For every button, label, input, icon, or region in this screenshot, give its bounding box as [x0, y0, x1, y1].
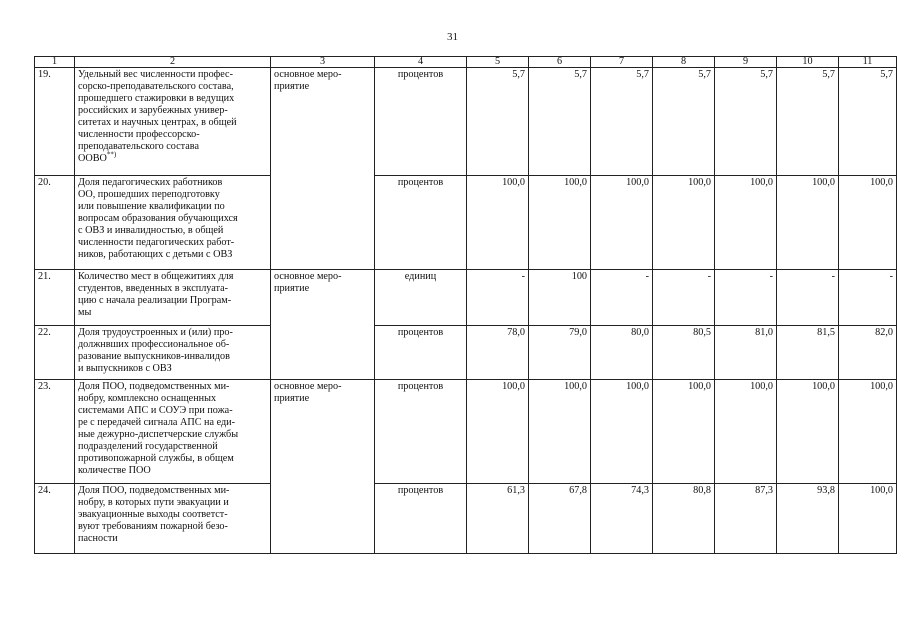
- indicator-name-line: противопожарной службы, в общем: [78, 453, 234, 464]
- value-cell: 5,7: [653, 68, 715, 176]
- column-header: 5: [467, 57, 529, 68]
- value-cell: -: [467, 270, 529, 326]
- table-row: [35, 68, 897, 176]
- row-number: 23.: [35, 380, 75, 484]
- value-cell: 100,0: [839, 484, 897, 554]
- row-number: 20.: [35, 176, 75, 270]
- page-number: 31: [447, 31, 458, 43]
- indicator-name-line: нобру, комплексно оснащенных: [78, 393, 217, 404]
- indicator-name-line: ные дежурно-диспетчерские службы: [78, 429, 239, 440]
- indicators-table: [34, 56, 897, 554]
- measure-type-line: основное меро-: [274, 381, 342, 392]
- value-cell: 82,0: [839, 326, 897, 380]
- indicator-name-line: российских и зарубежных универ-: [78, 105, 228, 116]
- value-cell: 80,0: [591, 326, 653, 380]
- value-cell: 100,0: [653, 380, 715, 484]
- indicator-name-line: вопросам образования обучающихся: [78, 213, 238, 224]
- value-cell: 100,0: [715, 380, 777, 484]
- indicator-name-line: Количество мест в общежитиях для: [78, 271, 234, 282]
- indicator-name: [75, 270, 271, 326]
- column-header: 8: [653, 57, 715, 68]
- indicator-name-line: прошедшего стажировки в ведущих: [78, 93, 235, 104]
- indicator-name: [75, 326, 271, 380]
- indicator-name-line: Доля трудоустроенных и (или) про-: [78, 327, 233, 338]
- indicator-name-line: преподавательского состава: [78, 141, 199, 152]
- value-cell: 100: [529, 270, 591, 326]
- unit: процентов: [375, 484, 467, 554]
- value-cell: 100,0: [777, 380, 839, 484]
- indicator-name: [75, 176, 271, 270]
- value-cell: 78,0: [467, 326, 529, 380]
- column-header: 1: [35, 57, 75, 68]
- value-cell: 5,7: [529, 68, 591, 176]
- unit: процентов: [375, 380, 467, 484]
- value-cell: 100,0: [715, 176, 777, 270]
- indicator-name-line: подразделений государственной: [78, 441, 218, 452]
- value-cell: 100,0: [839, 380, 897, 484]
- column-header: 6: [529, 57, 591, 68]
- value-cell: 100,0: [653, 176, 715, 270]
- table-row: [35, 380, 897, 484]
- column-header: 4: [375, 57, 467, 68]
- measure-type: [271, 380, 375, 554]
- indicator-name-line: ситетах и научных центрах, в общей: [78, 117, 237, 128]
- measure-type-line: основное меро-: [274, 69, 342, 80]
- indicator-name-line: с ОВЗ и инвалидностью, в общей: [78, 225, 224, 236]
- indicator-name-line: численности профессорско-: [78, 129, 200, 140]
- indicator-name-line: или повышение квалификации по: [78, 201, 225, 212]
- indicator-name-line: и выпускников с ОВЗ: [78, 363, 172, 374]
- indicator-name: [75, 484, 271, 554]
- column-header: 9: [715, 57, 777, 68]
- value-cell: 93,8: [777, 484, 839, 554]
- value-cell: 100,0: [839, 176, 897, 270]
- table-row: [35, 326, 897, 380]
- value-cell: 100,0: [529, 176, 591, 270]
- indicator-name-line: системами АПС и СОУЭ при пожа-: [78, 405, 233, 416]
- indicator-name-last: ООВО: [78, 153, 107, 164]
- indicator-name-line: Доля педагогических работников: [78, 177, 223, 188]
- value-cell: 100,0: [591, 176, 653, 270]
- value-cell: 100,0: [467, 380, 529, 484]
- indicator-name-line: цию с начала реализации Програм-: [78, 295, 232, 306]
- indicator-name-line: ОО, прошедших переподготовку: [78, 189, 220, 200]
- value-cell: 61,3: [467, 484, 529, 554]
- value-cell: 5,7: [467, 68, 529, 176]
- value-cell: 81,5: [777, 326, 839, 380]
- value-cell: 81,0: [715, 326, 777, 380]
- indicator-name-line: пасности: [78, 533, 118, 544]
- indicator-name: [75, 380, 271, 484]
- row-number: 24.: [35, 484, 75, 554]
- value-cell: 100,0: [467, 176, 529, 270]
- unit: процентов: [375, 176, 467, 270]
- table-row: [35, 270, 897, 326]
- value-cell: 5,7: [591, 68, 653, 176]
- indicator-name-line: Доля ПОО, подведомственных ми-: [78, 485, 230, 496]
- value-cell: 100,0: [777, 176, 839, 270]
- indicator-name: [75, 68, 271, 176]
- column-header: 7: [591, 57, 653, 68]
- indicator-name-line: ре с передачей сигнала АПС на еди-: [78, 417, 235, 428]
- value-cell: 5,7: [777, 68, 839, 176]
- indicator-name-line: Удельный вес численности профес-: [78, 69, 233, 80]
- column-number-row: [35, 57, 897, 68]
- indicator-name-line: студентов, введенных в эксплуата-: [78, 283, 228, 294]
- table-row: [35, 484, 897, 554]
- unit: процентов: [375, 68, 467, 176]
- measure-type: [271, 270, 375, 380]
- measure-type: [271, 68, 375, 270]
- measure-type-line: приятие: [274, 81, 310, 92]
- row-number: 22.: [35, 326, 75, 380]
- column-header: 3: [271, 57, 375, 68]
- value-cell: 87,3: [715, 484, 777, 554]
- value-cell: 74,3: [591, 484, 653, 554]
- value-cell: 5,7: [839, 68, 897, 176]
- footnote-mark: **): [106, 150, 117, 159]
- value-cell: 80,5: [653, 326, 715, 380]
- indicator-name-line: вуют требованиям пожарной безо-: [78, 521, 228, 532]
- value-cell: 79,0: [529, 326, 591, 380]
- value-cell: 67,8: [529, 484, 591, 554]
- indicator-name-line: должнвших профессиональное об-: [78, 339, 230, 350]
- measure-type-line: основное меро-: [274, 271, 342, 282]
- unit: процентов: [375, 326, 467, 380]
- indicator-name-line: сорско-преподавательского состава,: [78, 81, 234, 92]
- indicator-name-line: разование выпускников-инвалидов: [78, 351, 230, 362]
- value-cell: 100,0: [529, 380, 591, 484]
- column-header: 10: [777, 57, 839, 68]
- value-cell: 5,7: [715, 68, 777, 176]
- value-cell: -: [653, 270, 715, 326]
- value-cell: 80,8: [653, 484, 715, 554]
- measure-type-line: приятие: [274, 283, 310, 294]
- column-header: 11: [839, 57, 897, 68]
- indicator-name-line: нобру, в которых пути эвакуации и: [78, 497, 229, 508]
- measure-type-line: приятие: [274, 393, 310, 404]
- indicator-name-line: эвакуационные выходы соответст-: [78, 509, 228, 520]
- row-number: 21.: [35, 270, 75, 326]
- value-cell: 100,0: [591, 380, 653, 484]
- value-cell: -: [777, 270, 839, 326]
- indicator-name-line: ников, работающих с детьми с ОВЗ: [78, 249, 233, 260]
- indicator-name-line: мы: [78, 307, 92, 318]
- indicator-name-line: Доля ПОО, подведомственных ми-: [78, 381, 230, 392]
- value-cell: -: [839, 270, 897, 326]
- indicator-name-line: количестве ПОО: [78, 465, 151, 476]
- column-header: 2: [75, 57, 271, 68]
- unit: единиц: [375, 270, 467, 326]
- value-cell: -: [715, 270, 777, 326]
- table-row: [35, 176, 897, 270]
- indicator-name-line: численности педагогических работ-: [78, 237, 235, 248]
- indicator-name-line: [78, 150, 267, 165]
- row-number: 19.: [35, 68, 75, 176]
- value-cell: -: [591, 270, 653, 326]
